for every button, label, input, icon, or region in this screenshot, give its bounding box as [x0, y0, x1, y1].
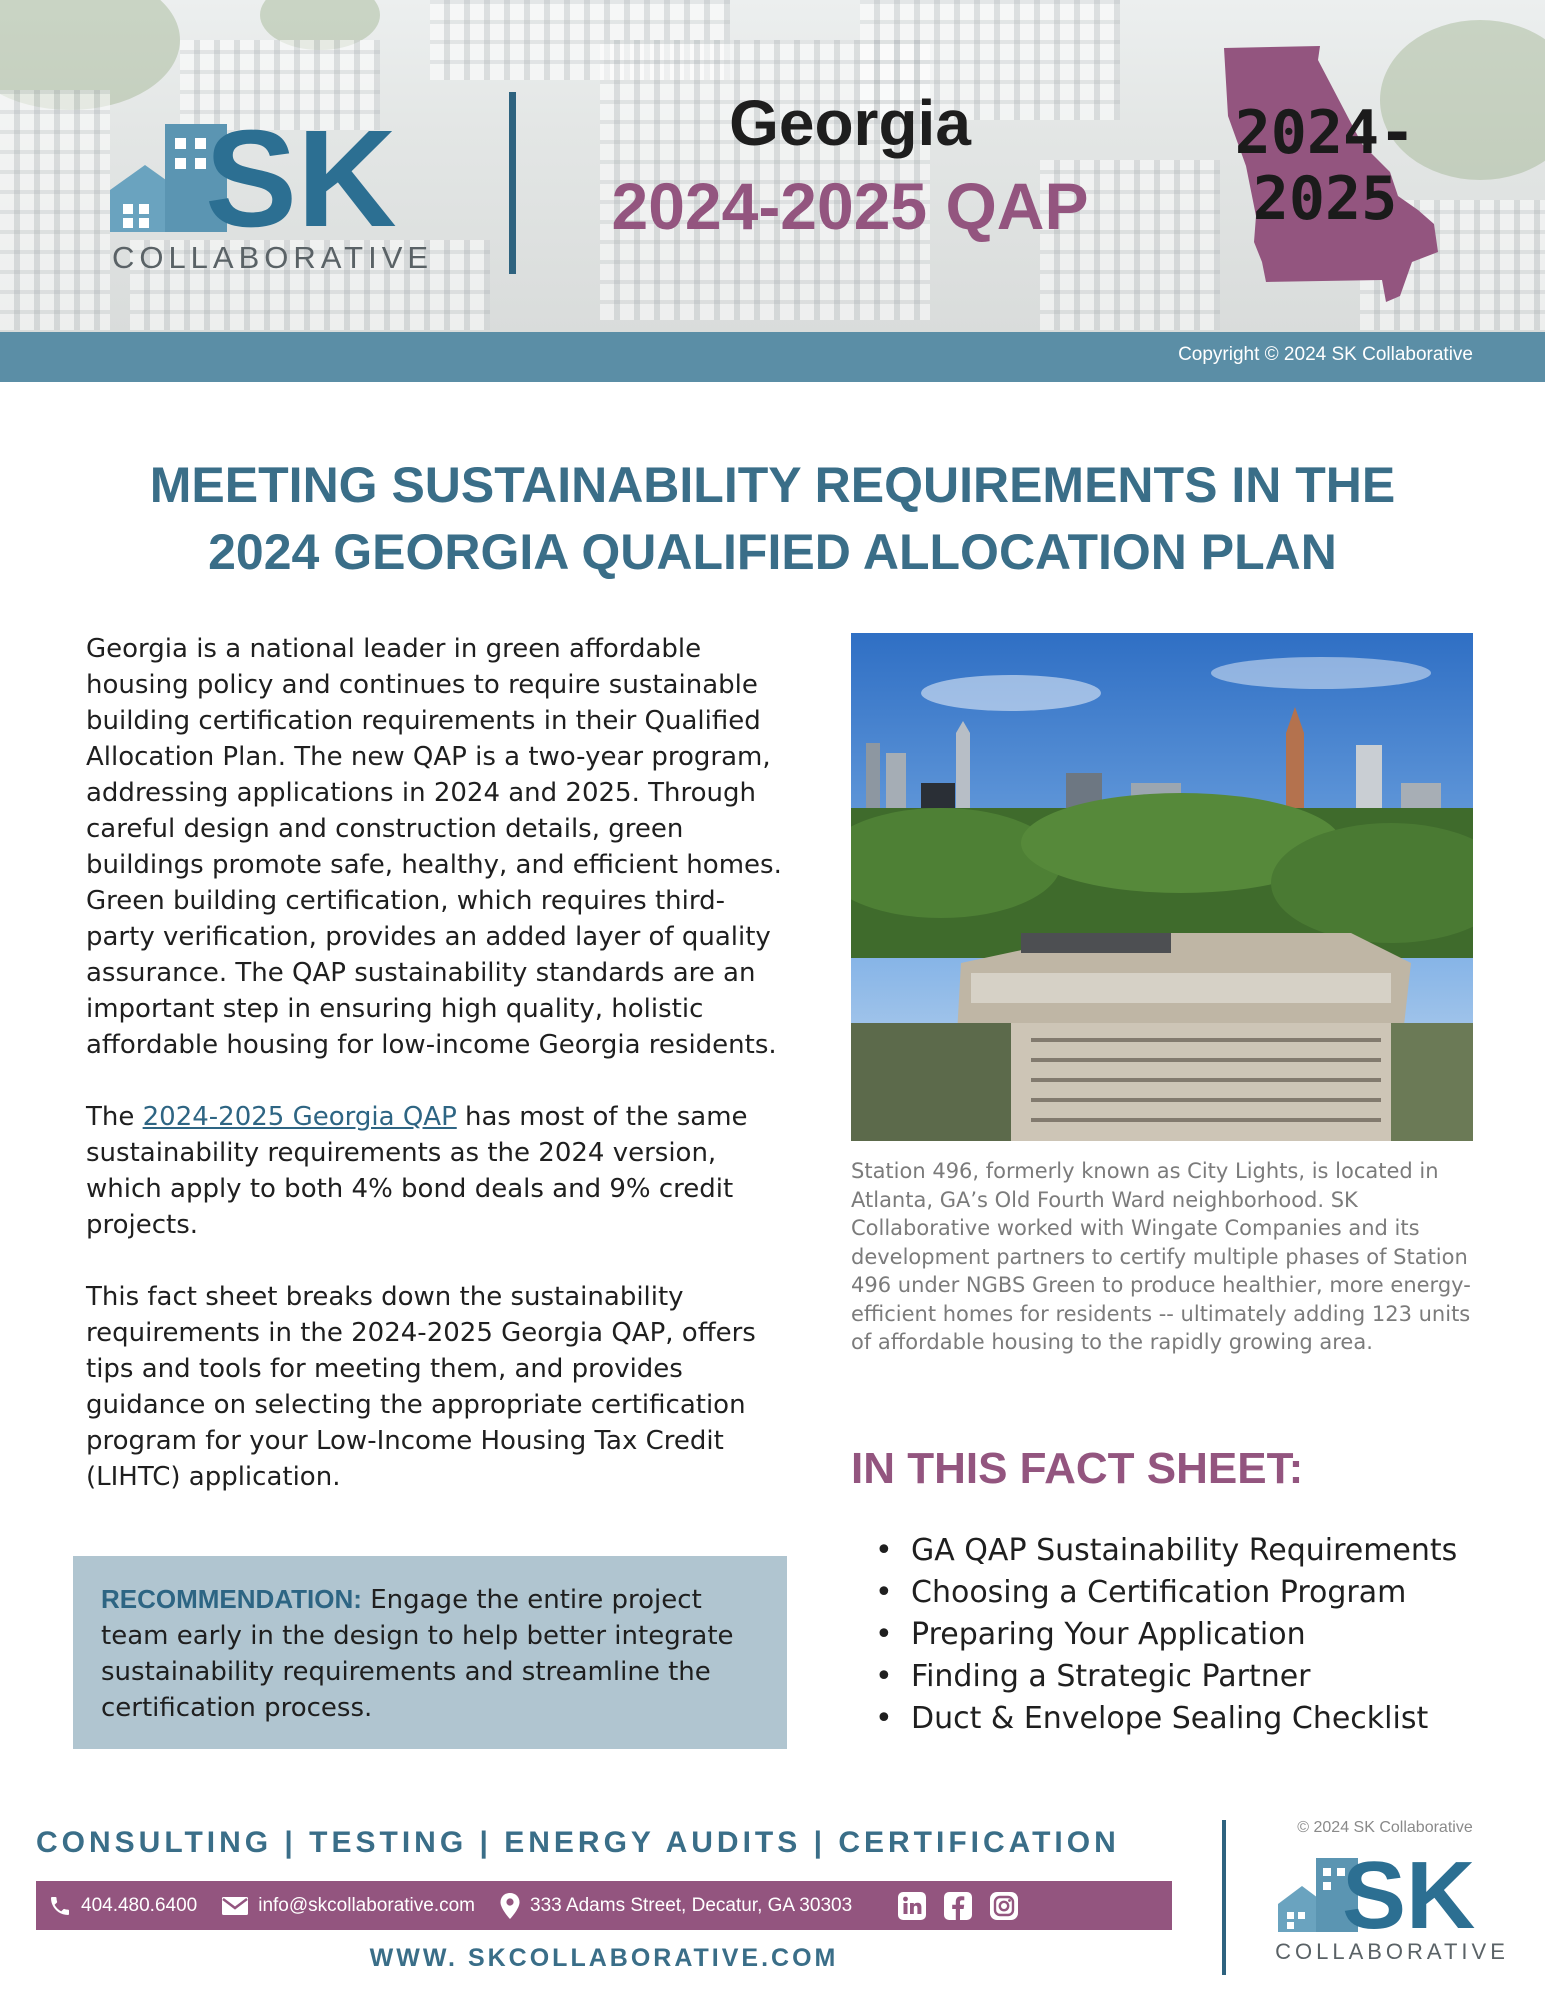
linkedin-icon[interactable] — [897, 1891, 927, 1921]
email-contact[interactable] — [221, 1895, 475, 1917]
copyright-band — [0, 332, 1545, 382]
list-item: • Duct & Envelope Sealing Checklist — [873, 1698, 1493, 1740]
fact-sheet-list — [873, 1530, 1493, 1740]
social-links — [897, 1891, 1035, 1921]
map-years-line2: 2025 — [1252, 164, 1398, 234]
envelope-icon — [221, 1895, 249, 1917]
fact-sheet-heading: IN THIS FACT SHEET: — [851, 1444, 1304, 1493]
phone-contact[interactable] — [48, 1894, 197, 1918]
logo-subtitle: COLLABORATIVE — [111, 240, 434, 275]
intro-paragraph-2 — [86, 1099, 786, 1243]
header-banner — [0, 0, 1545, 332]
svg-text:SK: SK — [205, 110, 397, 256]
svg-text:SK: SK — [1342, 1848, 1476, 1949]
p2-prefix: The — [86, 1102, 143, 1132]
photo-caption: Station 496, formerly known as City Lights, is located in Atlanta, GA’s Old Fourth Ward neighborhood. SK Collaborative worked with Wingate Companies and its development partners to certify multiple phases of Station 496 under NGBS Green to produce healthier, more energy-efficient homes for residents -- ultimately adding 123 units of affordable housing to the rapidly growing area. — [851, 1159, 1471, 1354]
phone-number: 404.480.6400 — [81, 1894, 198, 1916]
instagram-icon[interactable] — [989, 1891, 1019, 1921]
intro-text — [86, 631, 786, 1531]
recommendation-text: Engage the entire project team early in the design to help better integrate sustainability requirements and streamline the certification process. — [101, 1585, 734, 1723]
georgia-qap-link[interactable]: 2024-2025 Georgia QAP — [142, 1102, 457, 1132]
map-years-line1: 2024- — [1234, 98, 1416, 168]
list-item: • GA QAP Sustainability Requirements — [873, 1530, 1493, 1572]
contact-bar — [36, 1881, 1172, 1930]
intro-paragraph-3: This fact sheet breaks down the sustainability requirements in the 2024-2025 Georgia QAP, offers tips and tools for meeting them, and provides guidance on selecting the appropriate certification program for your Low-Income Housing Tax Credit (LIHTC) application. — [86, 1282, 756, 1492]
main-heading-line1: MEETING SUSTAINABILITY REQUIREMENTS IN THE — [149, 457, 1396, 513]
header-divider — [509, 92, 516, 274]
p2-suffix: has most of the same sustainability requirements as the 2024 version, which apply to both 4% bond deals and 9% credit projects. — [86, 1102, 748, 1240]
program-title: 2024-2025 QAP — [611, 169, 1089, 243]
street-address: 333 Adams Street, Decatur, GA 30303 — [530, 1894, 853, 1916]
main-heading — [60, 452, 1485, 586]
phone-icon — [48, 1894, 72, 1918]
list-item: • Preparing Your Application — [873, 1614, 1493, 1656]
services-tagline: CONSULTING | TESTING | ENERGY AUDITS | CERTIFICATION — [36, 1826, 1120, 1859]
recommendation-box — [73, 1556, 787, 1749]
website-link[interactable]: WWW. SKCOLLABORATIVE.COM — [369, 1944, 839, 1972]
footer-copyright: © 2024 SK Collaborative — [1297, 1819, 1473, 1836]
list-item: • Finding a Strategic Partner — [873, 1656, 1493, 1698]
map-years — [1200, 100, 1450, 232]
facebook-icon[interactable] — [943, 1891, 973, 1921]
house-logo-icon — [105, 110, 440, 275]
address-contact[interactable] — [499, 1892, 852, 1920]
recommendation-label: RECOMMENDATION: — [101, 1584, 362, 1614]
intro-paragraph-1: Georgia is a national leader in green affordable housing policy and continues to require sustainable building certification requirements in their Qualified Allocation Plan. The new QAP is a two-year program, addressing applications in 2024 and 2025. Through careful design and construction details, green buildings promote safe, healthy, and efficient homes. Green building certification, which requires third-party verification, provides an added layer of quality assurance. The QAP sustainability standards are an important step in ensuring high quality, holistic affordable housing for low-income Georgia residents. — [86, 634, 782, 1060]
footer-logo-subtitle: COLLABORATIVE — [1275, 1939, 1509, 1964]
location-pin-icon — [499, 1892, 521, 1920]
footer-divider — [1222, 1820, 1226, 1975]
copyright-text: Copyright © 2024 SK Collaborative — [1178, 344, 1473, 365]
main-heading-line2: 2024 GEORGIA QUALIFIED ALLOCATION PLAN — [208, 524, 1337, 580]
station-496-photo — [851, 633, 1473, 1141]
list-item: • Choosing a Certification Program — [873, 1572, 1493, 1614]
state-title: Georgia — [729, 87, 971, 159]
email-address: info@skcollaborative.com — [258, 1894, 475, 1916]
